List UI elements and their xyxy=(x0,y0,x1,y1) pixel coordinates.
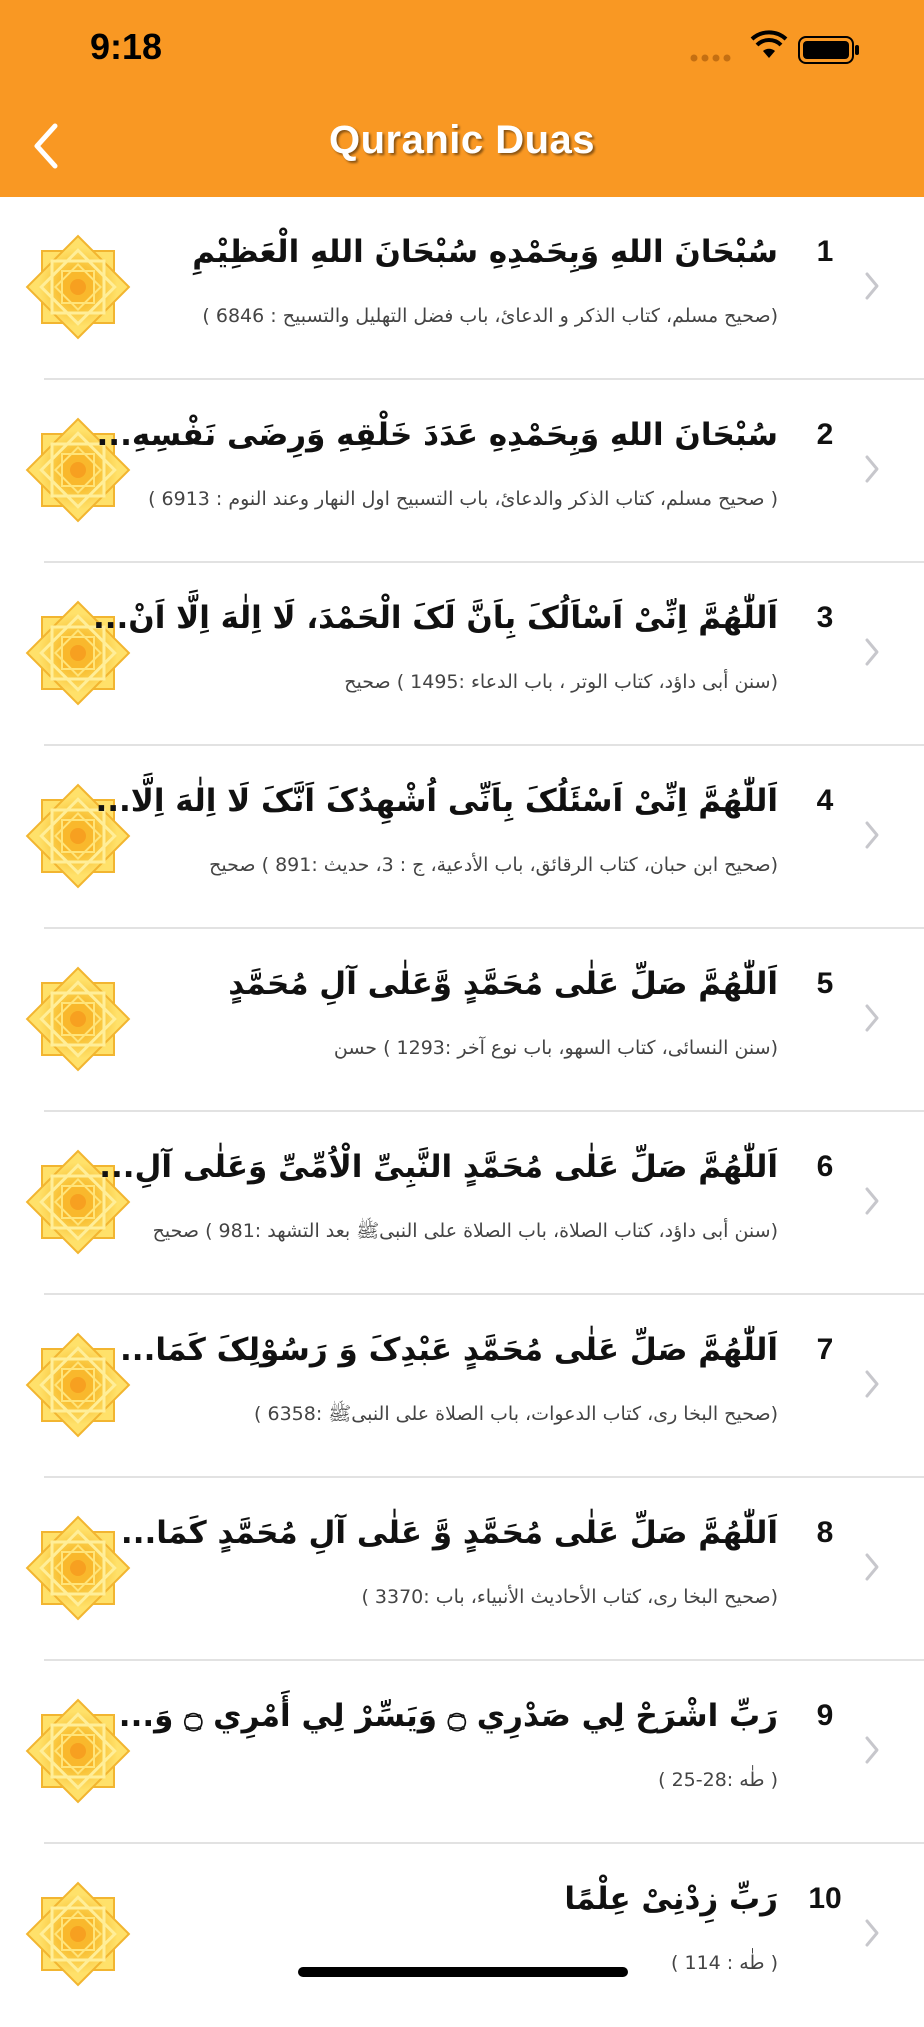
chevron-right-icon xyxy=(864,1003,880,1033)
dua-number: 4 xyxy=(816,784,834,817)
home-indicator[interactable] xyxy=(298,1967,628,1977)
status-time: 9:18 xyxy=(90,26,163,67)
chevron-right-icon xyxy=(864,1552,880,1582)
page-title: Quranic Duas xyxy=(328,118,596,162)
dua-row[interactable] xyxy=(0,1295,924,1478)
dua-arabic-text: اَللّٰهُمَّ صَلِّ عَلٰی مُحَمَّدٍ وَّ عَلٰی آلِ مُحَمَّدٍ کَمَا... xyxy=(120,1515,778,1551)
dua-arabic-text: سُبْحَانَ اللهِ وَبِحَمْدِهِ عَدَدَ خَلْقِهِ وَرِضَى نَفْسِهِ... xyxy=(96,417,778,453)
dua-arabic-text: اَللّٰهُمَّ صَلِّ عَلٰی مُحَمَّدٍ عَبْدِکَ وَ رَسُوْلِکَ کَمَا... xyxy=(120,1332,778,1368)
dua-number: 2 xyxy=(816,418,834,451)
dua-reference: (سنن أبی داؤد، کتاب الصلاة، باب الصلاة علی النبیﷺ بعد التشهد :981 ) صحیح xyxy=(152,1220,778,1242)
dua-number: 6 xyxy=(816,1150,834,1183)
dua-reference: ( طٰه :28-25 ) xyxy=(658,1769,778,1791)
dua-number: 5 xyxy=(816,967,834,1000)
dua-arabic-text: اَللّٰهُمَّ اِنِّیْ اَسْئَلُکَ بِاَنِّی اُشْهِدُکَ اَنَّکَ لَا اِلٰهَ اِلَّا... xyxy=(95,783,778,819)
chevron-right-icon xyxy=(864,454,880,484)
dua-reference: (سنن أبی داؤد، کتاب الوتر ، باب الدعاء :1495 ) صحیح xyxy=(344,671,778,693)
dua-number: 3 xyxy=(816,601,834,634)
dua-arabic-text: سُبْحَانَ اللهِ وَبِحَمْدِهِ سُبْحَانَ اللهِ الْعَظِيْمِ xyxy=(192,234,778,270)
dua-row[interactable] xyxy=(0,197,924,380)
dua-reference: ( صحيح مسلم، كتاب الذكر والدعائ، باب التسبيح اول النهار وعند النوم : 6913 ) xyxy=(148,488,778,510)
dua-row[interactable] xyxy=(0,1661,924,1844)
dua-number: 8 xyxy=(816,1516,834,1549)
status-icons xyxy=(690,30,890,70)
dua-row[interactable] xyxy=(0,746,924,929)
dua-row[interactable] xyxy=(0,380,924,563)
dua-arabic-text: رَبِّ اشْرَحْ لِي صَدْرِي ۝ وَيَسِّرْ لِي أَمْرِي ۝ وَ... xyxy=(118,1698,778,1734)
dua-reference: (سنن النسائی، کتاب السهو، باب نوع آخر :1293 ) حسن xyxy=(333,1037,778,1059)
dua-list xyxy=(0,197,924,2027)
dua-row[interactable] xyxy=(0,1844,924,2027)
dua-arabic-text: اَللّٰهُمَّ صَلِّ عَلٰی مُحَمَّدٍ النَّبِیِّ الْاُمِّیِّ وَعَلٰی آلِ... xyxy=(99,1149,778,1185)
cellular-signal-icon xyxy=(690,54,732,62)
star-ornament-icon xyxy=(12,221,144,353)
chevron-right-icon xyxy=(864,1369,880,1399)
chevron-right-icon xyxy=(864,271,880,301)
dua-arabic-text: رَبِّ زِدْنِیْ عِلْمًا xyxy=(564,1881,778,1917)
chevron-right-icon xyxy=(864,820,880,850)
dua-reference: ( طٰه : 114 ) xyxy=(671,1952,778,1974)
dua-reference: (صحیح البخا ری، کتاب الدعوات، باب الصلاة علی النبیﷺ :6358 ) xyxy=(254,1403,778,1425)
wifi-icon xyxy=(750,30,788,60)
navigation-bar xyxy=(0,0,924,197)
dua-number: 7 xyxy=(816,1333,834,1366)
dua-row[interactable] xyxy=(0,929,924,1112)
dua-number: 9 xyxy=(816,1699,834,1732)
dua-reference: (صحيح مسلم، كتاب الذكر و الدعائ، باب فضل التهليل والتسبيح : 6846 ) xyxy=(202,305,778,327)
star-ornament-icon xyxy=(12,1868,144,2000)
chevron-right-icon xyxy=(864,1735,880,1765)
dua-row[interactable] xyxy=(0,1112,924,1295)
chevron-right-icon xyxy=(864,1918,880,1948)
dua-reference: (صحیح البخا ری، کتاب الأحادیث الأنبیاء، باب :3370 ) xyxy=(361,1586,778,1608)
star-ornament-icon xyxy=(12,953,144,1085)
dua-arabic-text: اَللّٰهُمَّ صَلِّ عَلٰی مُحَمَّدٍ وَّعَلٰی آلِ مُحَمَّدٍ xyxy=(228,966,778,1002)
dua-reference: (صحيح ابن حبان، كتاب الرقائق، باب الأدعية، ج : 3، حديث :891 ) صحيح xyxy=(209,854,778,876)
dua-number: 1 xyxy=(816,235,834,268)
chevron-right-icon xyxy=(864,637,880,667)
dua-row[interactable] xyxy=(0,1478,924,1661)
dua-row[interactable] xyxy=(0,563,924,746)
chevron-right-icon xyxy=(864,1186,880,1216)
dua-arabic-text: اَللّٰهُمَّ اِنِّیْ اَسْاَلُکَ بِاَنَّ لَکَ الْحَمْدَ، لَا اِلٰهَ اِلَّا اَنْ... xyxy=(92,600,778,636)
dua-number: 10 xyxy=(808,1882,842,1915)
battery-icon xyxy=(798,36,860,64)
